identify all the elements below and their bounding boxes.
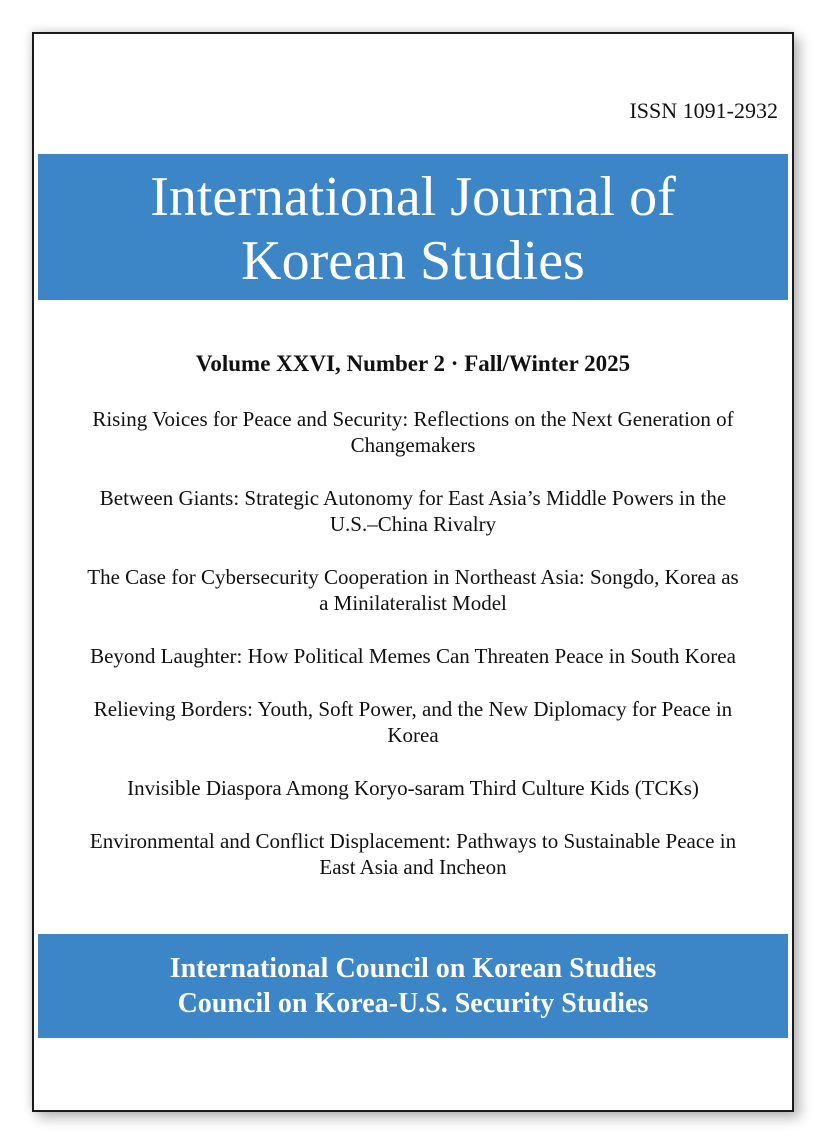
article-title-line: Invisible Diaspora Among Koryo-saram Third Culture Kids (TCKs): [127, 776, 699, 800]
article-title-line: Between Giants: Strategic Autonomy for East Asia’s Middle Powers in the: [99, 486, 727, 510]
article-title-line: Korea: [387, 723, 439, 747]
title-banner: [38, 154, 788, 300]
article-title-line: U.S.–China Rivalry: [329, 512, 497, 536]
publisher-name: International Council on Korean Studies: [169, 953, 657, 984]
article-title-line: Environmental and Conflict Displacement: Pathways to Sustainable Peace in: [89, 829, 737, 853]
publisher-name: Council on Korea-U.S. Security Studies: [177, 988, 649, 1019]
issn-label: ISSN 1091-2932: [629, 98, 778, 123]
article-title: [54, 828, 772, 880]
volume-issue-label: Volume XXVI, Number 2 · Fall/Winter 2025: [195, 351, 631, 376]
article-title-line: a Minilateralist Model: [319, 591, 507, 615]
publisher-banner: [38, 934, 788, 1038]
article-title-line: East Asia and Incheon: [319, 855, 507, 879]
journal-cover: [32, 32, 794, 1112]
journal-title-line-2: Korean Studies: [241, 230, 585, 292]
article-title: [54, 406, 772, 458]
article-title: [54, 485, 772, 537]
article-title: [54, 643, 772, 669]
article-title-line: Relieving Borders: Youth, Soft Power, and the New Diplomacy for Peace in: [93, 697, 733, 721]
article-title: [54, 775, 772, 801]
article-title-line: Beyond Laughter: How Political Memes Can Threaten Peace in South Korea: [90, 644, 736, 668]
journal-title: [38, 161, 788, 293]
journal-title-line-1: International Journal of: [150, 166, 676, 228]
article-title: [54, 696, 772, 748]
article-list: [54, 406, 772, 907]
article-title-line: Changemakers: [350, 433, 476, 457]
article-title: [54, 564, 772, 616]
article-title-line: Rising Voices for Peace and Security: Reflections on the Next Generation of: [92, 407, 734, 431]
article-title-line: The Case for Cybersecurity Cooperation in Northeast Asia: Songdo, Korea as: [87, 565, 739, 589]
